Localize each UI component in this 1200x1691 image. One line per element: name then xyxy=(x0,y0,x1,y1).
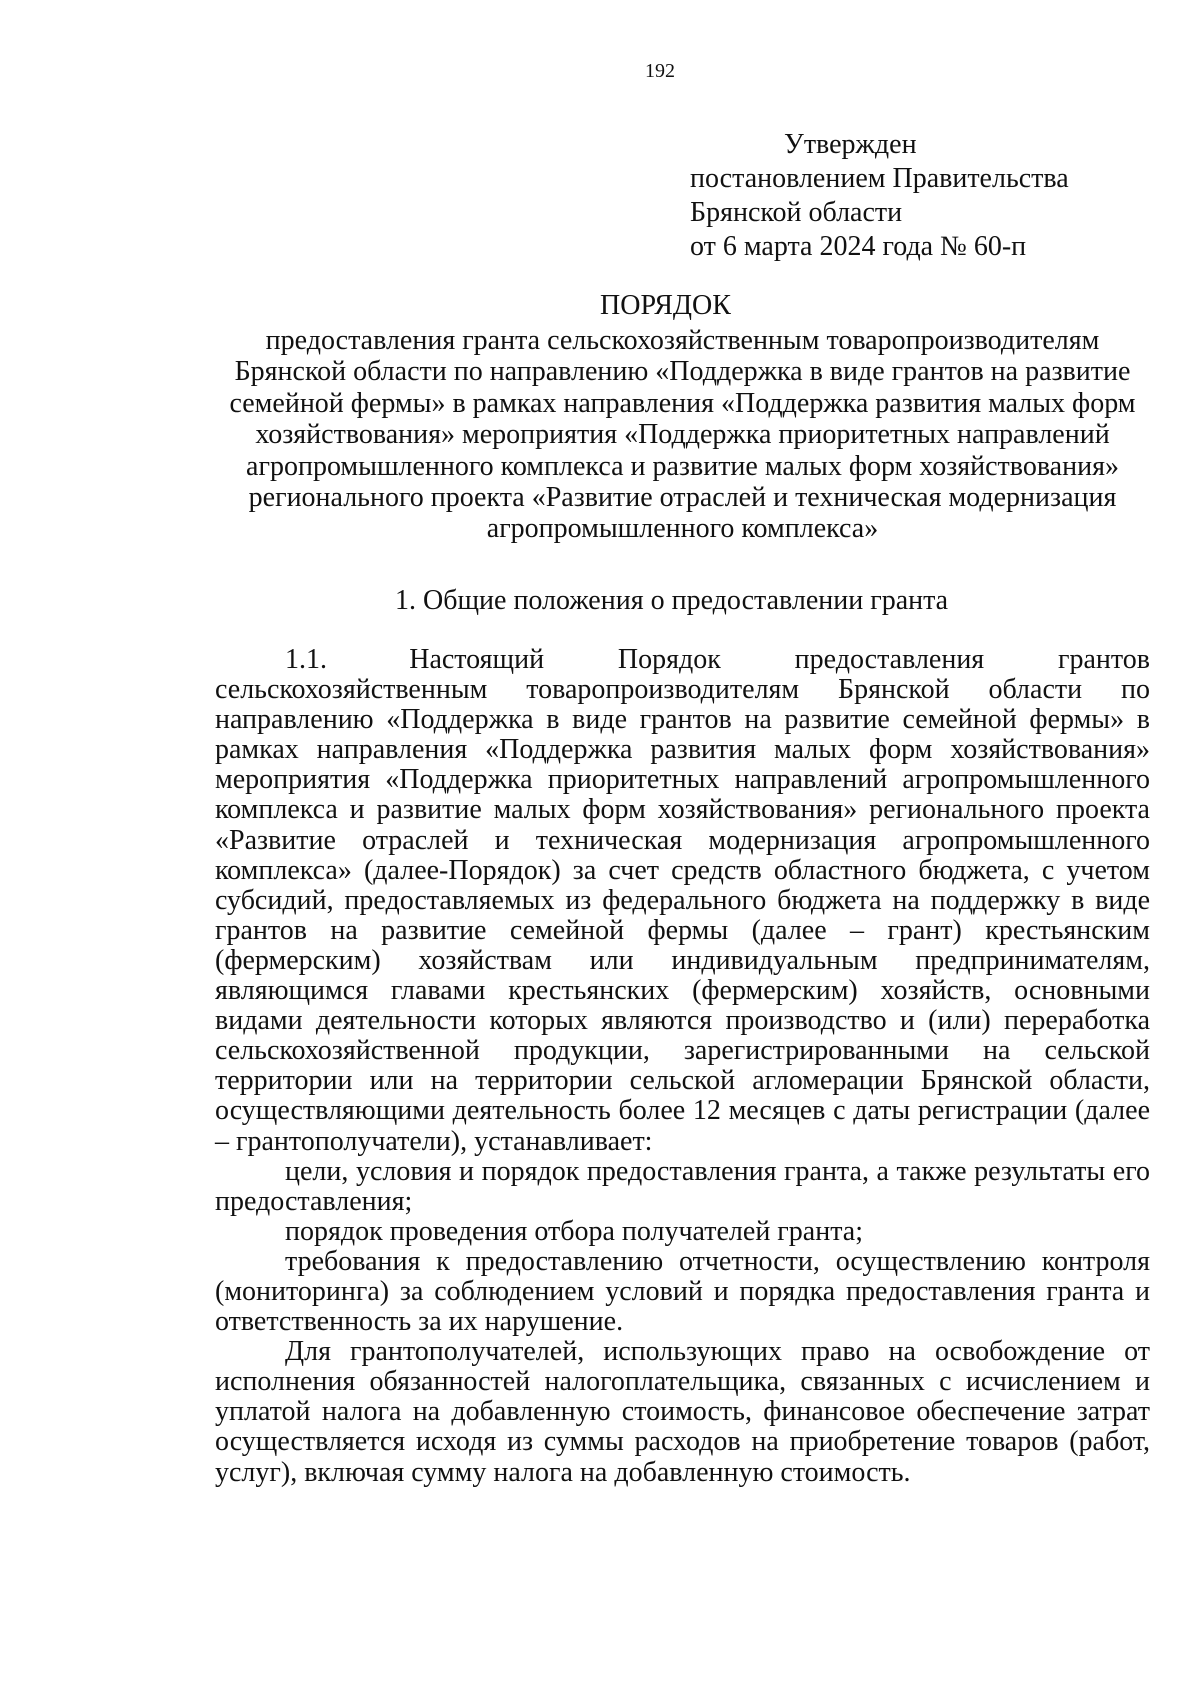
document-body xyxy=(215,645,1150,1488)
approval-stamp xyxy=(690,128,1069,264)
approval-line-approved: Утвержден xyxy=(784,129,917,160)
paragraph-vat: Для грантополучателей, использующих право на освобождение от исполнения обязанностей налогоплательщика, связанных с исчислением и уплатой налога на добавленную стоимость, финансовое обеспечение затрат осуществляется исходя из суммы расходов на приобретение товаров (работ, услуг), включая сумму налога на добавленную стоимость. xyxy=(215,1336,1150,1488)
approval-line-resolution: постановлением Правительства xyxy=(690,163,1069,194)
paragraph-reporting: требования к предоставлению отчетности, осуществлению контроля (мониторинга) за соблюдением условий и порядка предоставления гранта и ответственность за их нарушение. xyxy=(215,1245,1150,1338)
paragraph-text: Настоящий Порядок предоставления грантов сельскохозяйственным товаропроизводителям Брянской области по направлению «Поддержка в виде грантов на развитие семейной фермы» в рамках направления «Поддержка развития малых форм хозяйствования» мероприятия «Поддержка приоритетных направлений агропромышленного комплекса и развитие малых форм хозяйствования» регионального проекта «Развитие отраслей и техническая модернизация агропромышленного комплекса» (далее-Порядок) за счет средств областного бюджета, с учетом субсидий, предоставляемых из федерального бюджета на поддержку в виде грантов на развитие семейной фермы (далее – грант) крестьянским (фермерским) хозяйствам или индивидуальным предпринимателям, являющимся главами крестьянских (фермерским) хозяйств, основными видами деятельности которых являются производство и (или) переработка сельскохозяйственной продукции, зарегистрированными на сельской территории или на территории сельской агломерации Брянской области, осуществляющими деятельность более 12 месяцев с даты регистрации (далее – грантополучатели), устанавливает: xyxy=(215,644,1151,1157)
paragraph-1-1 xyxy=(215,645,1150,1157)
approval-line-date: от 6 марта 2024 года № 60-п xyxy=(690,231,1027,262)
page-number: 192 xyxy=(645,60,675,82)
section-heading: 1. Общие положения о предоставлении гранта xyxy=(395,585,949,616)
document-title: ПОРЯДОК xyxy=(600,290,731,321)
approval-line-region: Брянской области xyxy=(690,197,903,228)
paragraph-number: 1.1. xyxy=(285,644,327,675)
paragraph-selection: порядок проведения отбора получателей гранта; xyxy=(285,1215,863,1247)
document-subtitle: предоставления гранта сельскохозяйственным товаропроизводителям Брянской области по направлению «Поддержка в виде грантов на развитие семейной фермы» в рамках направления «Поддержка развития малых форм хозяйствования» мероприятия «Поддержка приоритетных направлений агропромышленного комплекса и развитие малых форм хозяйствования» регионального проекта «Развитие отраслей и техническая модернизация агропромышленного комплекса» xyxy=(229,325,1136,545)
paragraph-goals: цели, условия и порядок предоставления гранта, а также результаты его предоставления; xyxy=(215,1155,1150,1217)
